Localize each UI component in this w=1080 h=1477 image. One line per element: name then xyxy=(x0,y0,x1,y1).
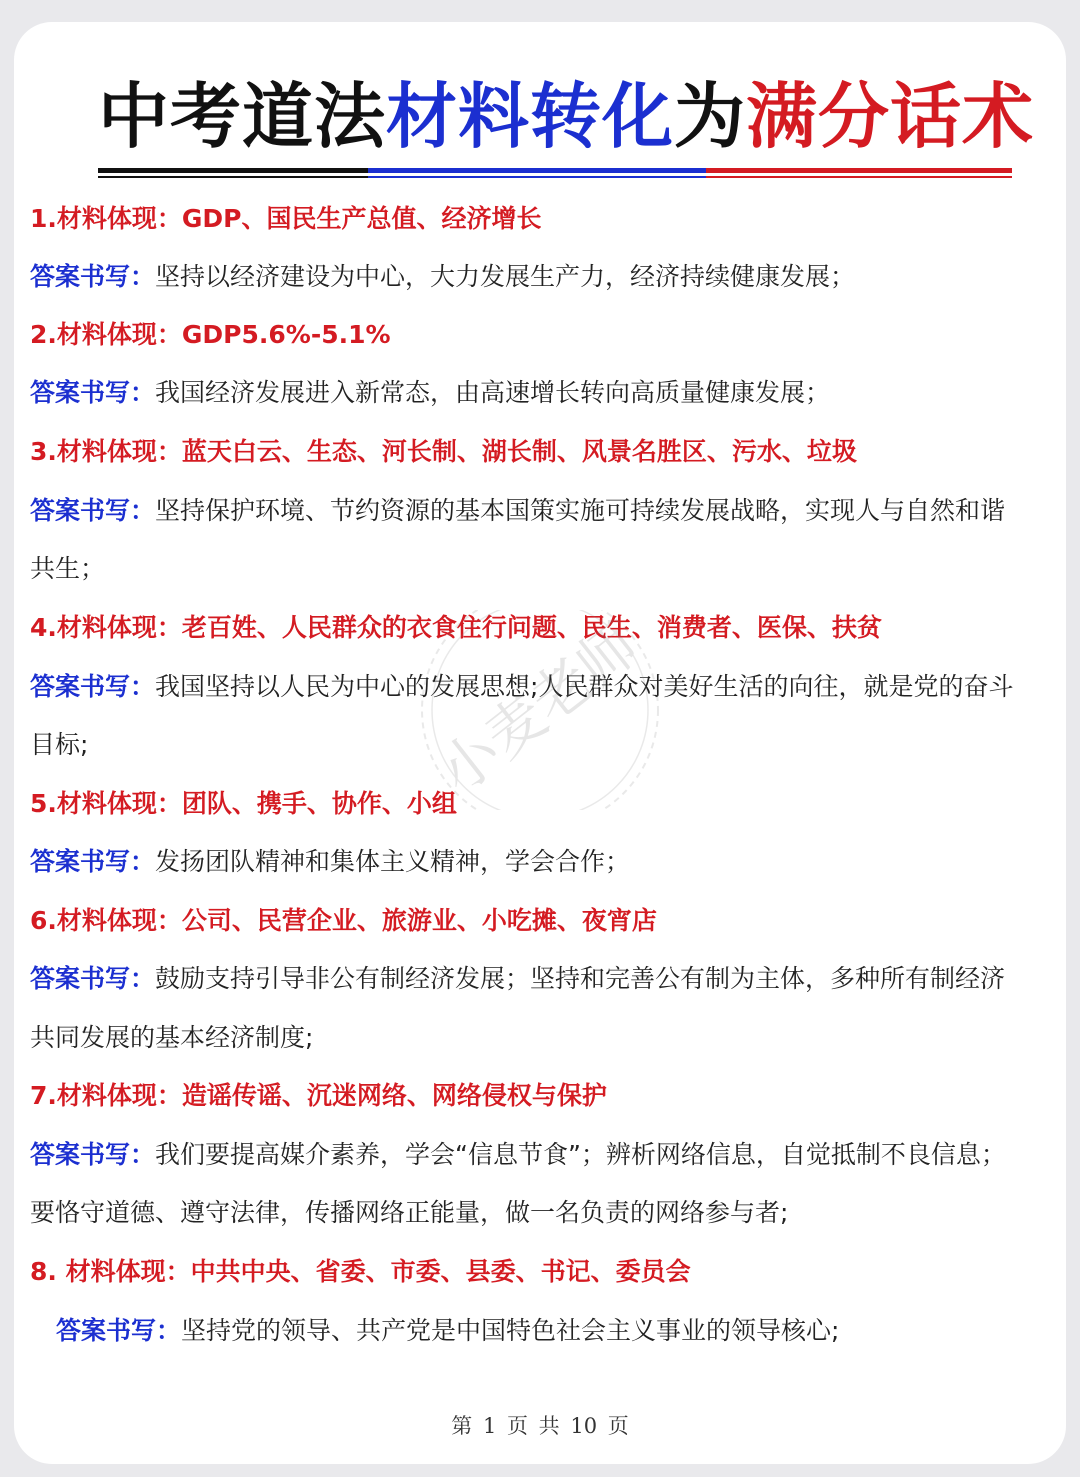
answer-text-5: 发扬团队精神和集体主义精神，学会合作； xyxy=(155,847,631,876)
title-block xyxy=(0,74,1080,184)
material-line-5: 5.材料体现：团队、携手、协作、小组 xyxy=(30,789,457,818)
material-line-4: 4.材料体现：老百姓、人民群众的衣食住行问题、民生、消费者、医保、扶贫 xyxy=(30,613,882,642)
answer-text-4: 我国坚持以人民为中心的发展思想;人民群众对美好生活的向往，就是党的奋斗 xyxy=(155,672,1014,701)
answer-text-7: 我们要提高媒介素养，学会“信息节食”；辨析网络信息，自觉抵制不良信息； xyxy=(155,1140,1006,1169)
answer-label-4: 答案书写： xyxy=(30,672,156,701)
page-footer: 第 1 页 共 10 页 xyxy=(451,1414,629,1438)
answer-label-7: 答案书写： xyxy=(30,1140,156,1169)
answer-text-6-cont: 共同发展的基本经济制度; xyxy=(30,1023,314,1052)
title-underline-red xyxy=(706,168,1012,173)
answer-line-6 xyxy=(30,962,1060,996)
answer-line-3 xyxy=(30,494,1060,528)
title-underline-thin-blue xyxy=(368,176,706,178)
answer-line-5 xyxy=(30,845,1060,879)
answer-text-6: 鼓励支持引导非公有制经济发展；坚持和完善公有制为主体，多种所有制经济 xyxy=(155,964,1006,993)
title-underline-blue xyxy=(368,168,706,173)
answer-label-6: 答案书写： xyxy=(30,964,156,993)
material-line-7: 7.材料体现：造谣传谣、沉迷网络、网络侵权与保护 xyxy=(30,1081,607,1110)
title-underline-black xyxy=(98,168,368,173)
material-line-3: 3.材料体现：蓝天白云、生态、河长制、湖长制、风景名胜区、污水、垃圾 xyxy=(30,437,857,466)
title-underline-thin-red xyxy=(706,176,1012,178)
answer-label-5: 答案书写： xyxy=(30,847,156,876)
material-line-8: 8. 材料体现：中共中央、省委、市委、县委、书记、委员会 xyxy=(30,1257,691,1286)
answer-label-1: 答案书写： xyxy=(30,262,156,291)
material-line-1: 1.材料体现：GDP、国民生产总值、经济增长 xyxy=(30,204,542,233)
answer-text-2: 我国经济发展进入新常态，由高速增长转向高质量健康发展； xyxy=(155,378,831,407)
answer-line-2 xyxy=(30,376,1060,410)
title-part-2: 材料转化 xyxy=(386,75,675,158)
answer-label-3: 答案书写： xyxy=(30,496,156,525)
answer-text-8: 坚持党的领导、共产党是中国特色社会主义事业的领导核心; xyxy=(181,1316,840,1345)
answer-text-3-cont: 共生； xyxy=(30,554,106,583)
material-line-2: 2.材料体现：GDP5.6%-5.1% xyxy=(30,320,391,349)
answer-text-4-cont: 目标; xyxy=(30,730,89,759)
answer-line-1 xyxy=(30,260,1060,294)
material-line-6: 6.材料体现：公司、民营企业、旅游业、小吃摊、夜宵店 xyxy=(30,906,657,935)
title-part-4: 满分话术 xyxy=(746,75,1035,158)
answer-label-2: 答案书写： xyxy=(30,378,156,407)
answer-label-8: 答案书写： xyxy=(56,1316,182,1345)
answer-text-3: 坚持保护环境、节约资源的基本国策实施可持续发展战略，实现人与自然和谐 xyxy=(155,496,1006,525)
title-underline-thin-black xyxy=(98,176,368,178)
title-part-3: 为 xyxy=(674,75,747,158)
answer-text-7-cont: 要恪守道德、遵守法律，传播网络正能量，做一名负责的网络参与者; xyxy=(30,1198,789,1227)
title-part-1: 中考道法 xyxy=(98,75,387,158)
answer-line-7 xyxy=(30,1138,1060,1172)
answer-line-4 xyxy=(30,670,1060,704)
page-title xyxy=(98,74,1034,160)
answer-text-1: 坚持以经济建设为中心，大力发展生产力，经济持续健康发展； xyxy=(155,262,856,291)
answer-line-8 xyxy=(56,1314,1080,1348)
